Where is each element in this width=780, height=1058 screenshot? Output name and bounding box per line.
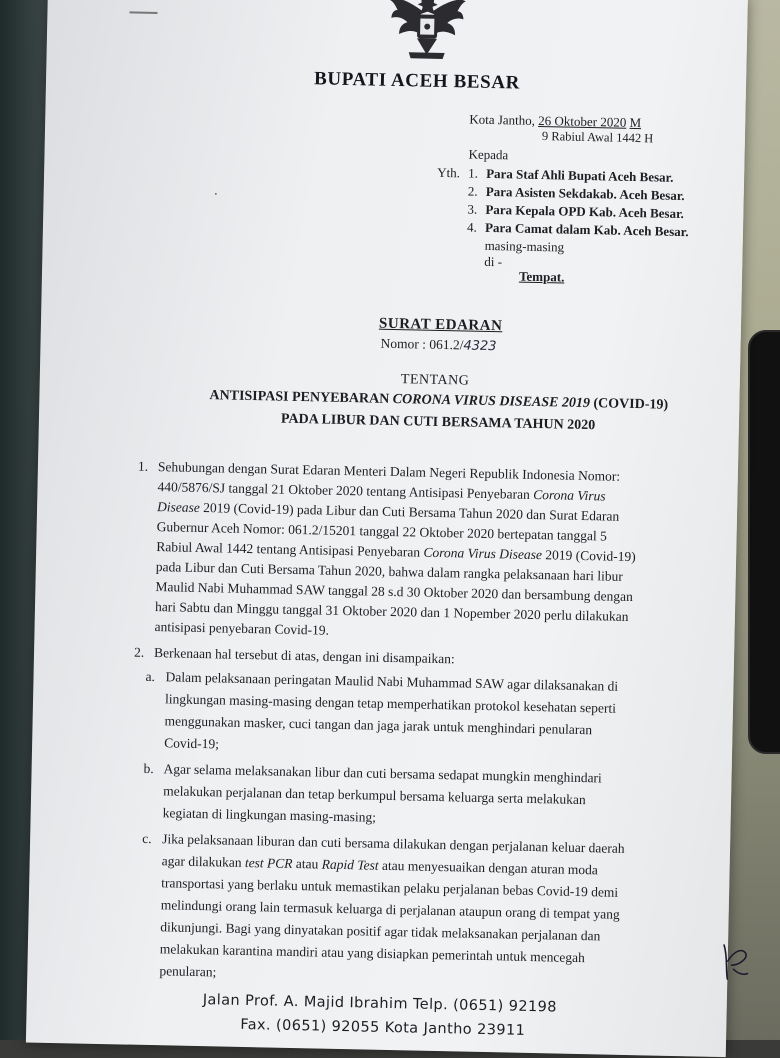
item-line: Dalam pelaksanaan peringatan Maulid Nabi Muhammad SAW agar dilaksanakan di	[165, 669, 619, 694]
place: Kota Jantho,	[469, 111, 536, 128]
hijri-date: 9 Rabiul Awal 1442 H	[541, 129, 654, 146]
paragraph-number: 1.	[137, 458, 149, 474]
paragraph-line: pada Libur dan Cuti Bersama Tahun 2020, bahwa dalam rangka pelaksanaan hari libur	[155, 559, 623, 584]
tempat-label: Tempat.	[518, 268, 565, 285]
date-era: M	[629, 114, 642, 131]
recipient-item: 2. Para Asisten Sekdakab. Aceh Besar.	[467, 183, 685, 204]
date: 26 Oktober 2020	[538, 112, 627, 130]
pen-mark	[129, 11, 157, 14]
item-line: agar dilakukan test PCR atau Rapid Test atau menyesuaikan dengan aturan moda	[161, 853, 599, 878]
item-letter: c.	[142, 830, 152, 847]
footer-contact: Fax. (0651) 92055 Kota Jantho 23911	[240, 1016, 526, 1039]
item-line: Agar selama melaksanakan libur dan cuti bersama sedapat mungkin menghindari	[163, 761, 602, 786]
document-number: Nomor : 061.2/4323	[380, 335, 497, 355]
paragraph-line: Gubernur Aceh Nomor: 061.2/15201 tanggal 22 Oktober 2020 bertepatan tanggal 5	[156, 519, 608, 544]
garuda-emblem-icon	[386, 0, 467, 63]
item-line: melakukan perjalanan dan tetap berkumpul bersama keluarga serta melakukan	[163, 783, 586, 808]
footer-address: Jalan Prof. A. Majid Ibrahim Telp. (0651) 92198	[202, 992, 557, 1016]
item-line: melakukan karantina mandiri atau yang disiapkan pemerintah untuk mencegah	[159, 941, 586, 966]
paragraph-line: Rabiul Awal 1442 tentang Antisipasi Penyebaran Corona Virus Disease 2019 (Covid-19)	[156, 539, 636, 565]
paragraph-line: hari Sabtu dan Minggu tanggal 31 Oktober 2020 dan 1 Nopember 2020 perlu dilakukan	[154, 599, 629, 624]
paragraph-line: Disease 2019 (Covid-19) pada Libur dan Cuti Bersama Tahun 2020 dan Surat Edaran	[156, 499, 620, 524]
item-line: melindungi orang lain termasuk keluarga di perjalanan ataupun orang di tempat yang	[160, 897, 620, 922]
yth-label: Yth.	[437, 164, 461, 181]
item-line: kegiatan di lingkungan masing-masing;	[162, 805, 377, 825]
paragraph-line: Maulid Nabi Muhammad SAW tanggal 28 s.d 30 Oktober 2020 dan bersambung dengan	[155, 579, 633, 605]
item-line: menggunakan masker, cuci tangan dan jaga jarak untuk menghindari penularan	[164, 713, 593, 738]
subject-line-2: PADA LIBUR DAN CUTI BERSAMA TAHUN 2020	[280, 411, 596, 434]
paraf-signature-icon	[717, 939, 754, 986]
masing-masing: masing-masing	[484, 237, 565, 255]
document-type: SURAT EDARAN	[378, 315, 503, 335]
paragraph-line: antisipasi penyebaran Covid-19.	[154, 619, 330, 638]
item-letter: b.	[143, 760, 154, 777]
item-line: dikunjungi. Bagi yang dinyatakan positif agar tidak melaksanakan perjalanan dan	[160, 919, 601, 944]
item-line: Jika pelaksanaan liburan dan cuti bersama dilakukan dengan perjalanan keluar daerah	[162, 831, 625, 856]
handwritten-number: 4323	[463, 338, 497, 355]
item-line: lingkungan masing-masing dengan tetap memperhatikan protokol kesehatan seperti	[164, 691, 617, 716]
recipient-item: 4. Para Camat dalam Kab. Aceh Besar.	[466, 219, 689, 240]
item-line: Covid-19;	[164, 735, 220, 752]
di-label: di -	[484, 253, 503, 270]
letterhead-title: BUPATI ACEH BESAR	[313, 68, 521, 94]
tentang-label: TENTANG	[400, 372, 470, 389]
item-letter: a.	[145, 668, 156, 685]
paragraph-line: 440/5876/SJ tanggal 21 Oktober 2020 tentang Antisipasi Penyebaran Corona Virus	[157, 479, 606, 504]
subject-line-1: ANTISIPASI PENYEBARAN CORONA VIRUS DISEASE 2019 (COVID-19)	[209, 388, 669, 413]
paragraph-line: Berkenaan hal tersebut di atas, dengan ini disampaikan:	[153, 645, 455, 667]
item-line: penularan;	[159, 963, 217, 980]
paragraph-number: 2.	[133, 644, 145, 660]
recipient-item: 3. Para Kepala OPD Kab. Aceh Besar.	[467, 201, 685, 222]
stray-mark: ·	[213, 186, 219, 202]
kepada-label: Kepada	[468, 146, 509, 163]
recipient-item: 1. Para Staf Ahli Bupati Aceh Besar.	[468, 165, 674, 185]
item-line: transportasi yang berlaku untuk memastikan pelaku perjalanan bebas Covid-19 demi	[161, 875, 619, 900]
place-date	[469, 112, 641, 132]
phone-device	[748, 330, 780, 754]
letter-paper	[26, 0, 748, 1057]
paragraph-line: Sehubungan dengan Surat Edaran Menteri Dalam Negeri Republik Indonesia Nomor:	[157, 459, 621, 484]
